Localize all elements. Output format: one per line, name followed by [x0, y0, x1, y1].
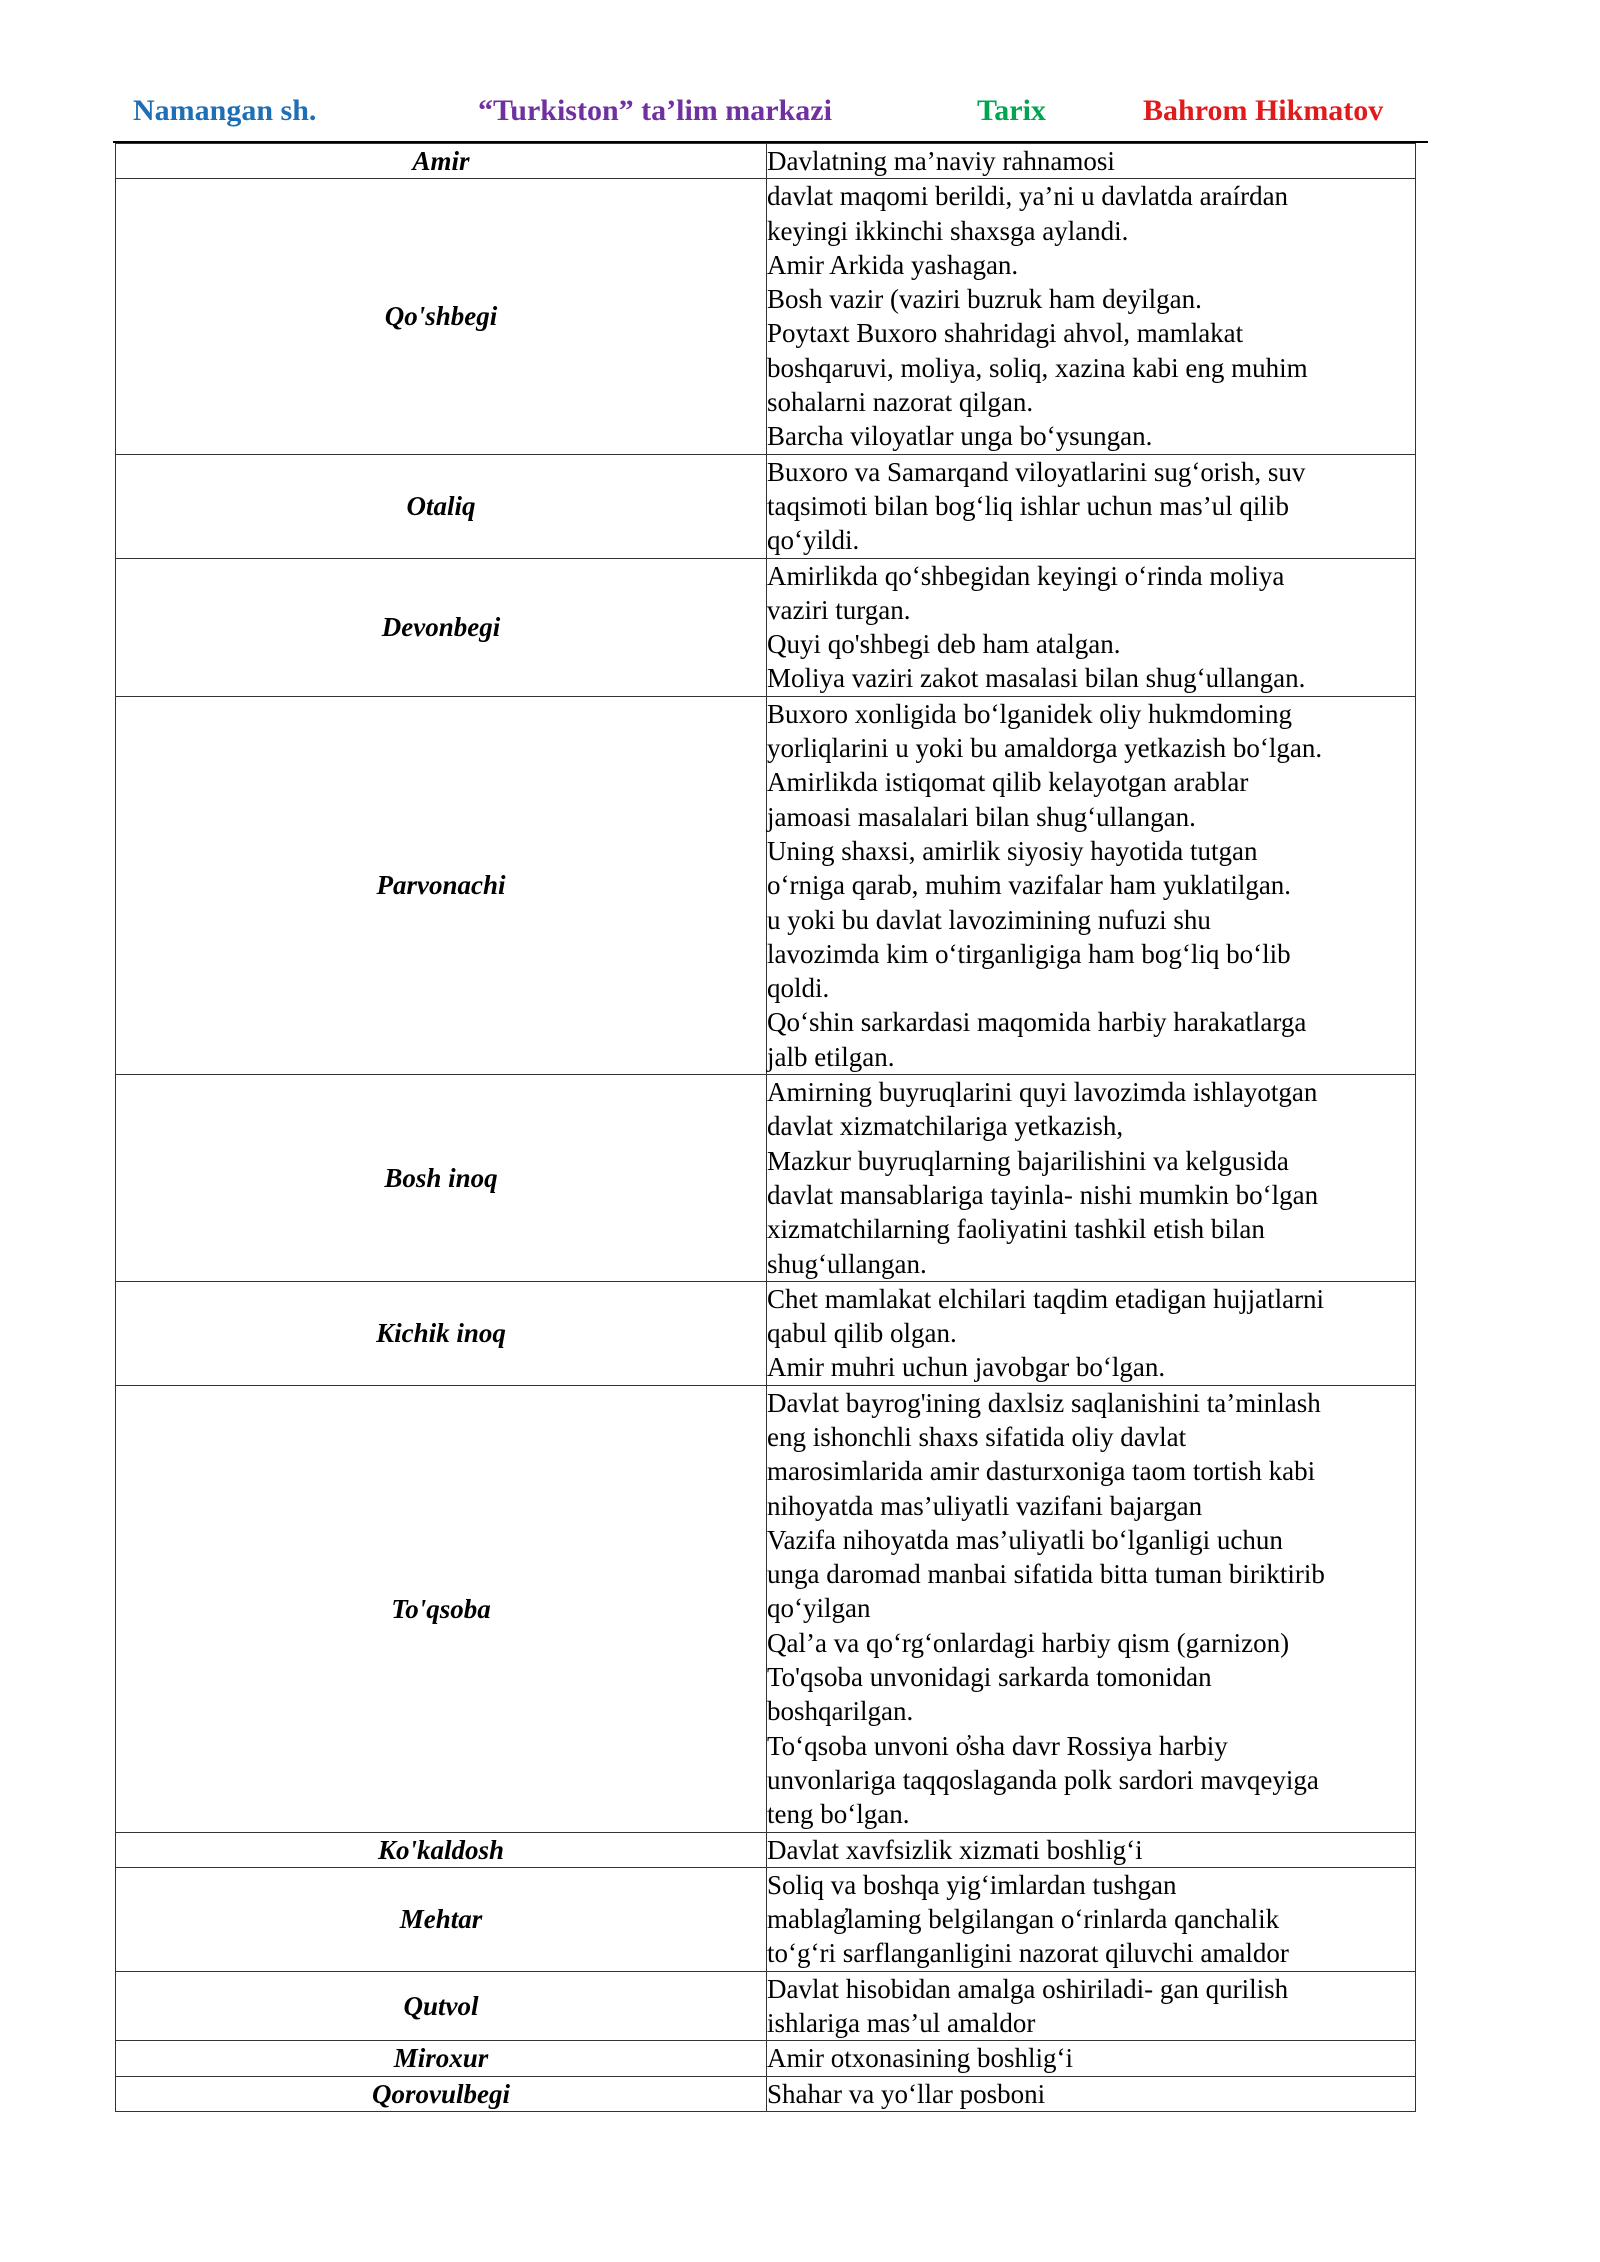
term-cell: Mehtar — [116, 1867, 767, 1971]
description-line: o‘rniga qarab, muhim vazifalar ham yuklatilgan. — [767, 870, 1292, 901]
table-row — [116, 454, 1416, 558]
header-city: Namangan sh. — [133, 94, 317, 127]
description-line: Bosh vazir (vaziri buzruk ham deyilgan. — [767, 284, 1202, 315]
description-line: to‘g‘ri sarflanganligini nazorat qiluvchi amaldor — [767, 1938, 1289, 1969]
description-line: Buxoro va Samarqand viloyatlarini sug‘orish, suv — [767, 456, 1306, 487]
table-row — [116, 2041, 1416, 2076]
terms-table-body — [116, 144, 1416, 2112]
description-line: u yoki bu davlat lavozimining nufuzi shu — [767, 904, 1211, 935]
description-cell — [767, 1281, 1416, 1385]
description-line: Amirlikda qo‘shbegidan keyingi o‘rinda moliya — [767, 560, 1285, 591]
description-line: Qo‘shin sarkardasi maqomida harbiy harakatlarga — [767, 1007, 1307, 1038]
terms-table — [115, 143, 1416, 2112]
description-line: shug‘ullangan. — [767, 1248, 927, 1279]
table-row — [116, 1075, 1416, 1282]
description-line: Qal’a va qo‘rg‘onlardagi harbiy qism (garnizon) — [767, 1627, 1290, 1658]
header-author: Bahrom Hikmatov — [1143, 94, 1384, 127]
table-row — [116, 558, 1416, 696]
table-row — [116, 2076, 1416, 2111]
term-cell: Kichik inoq — [116, 1281, 767, 1385]
description-line: jamoasi masalalari bilan shug‘ullangan. — [767, 801, 1196, 832]
description-cell — [767, 2076, 1416, 2111]
description-cell — [767, 2041, 1416, 2076]
description-cell — [767, 696, 1416, 1074]
term-cell: Qutvol — [116, 1971, 767, 2041]
description-line: Buxoro xonligida bo‘lganidek oliy hukmdoming — [767, 698, 1292, 729]
description-line: Amir muhri uchun javobgar bo‘lgan. — [767, 1352, 1166, 1383]
description-line: boshqarilgan. — [767, 1696, 914, 1727]
description-line: mablag҆laming belgilangan o‘rinlarda qanchalik — [767, 1904, 1280, 1935]
description-line: Barcha viloyatlar unga bo‘ysungan. — [767, 421, 1153, 452]
description-line: Amirning buyruqlarini quyi lavozimda ishlayotgan — [767, 1077, 1318, 1108]
description-cell — [767, 1832, 1416, 1867]
table-row — [116, 696, 1416, 1074]
description-line: Davlatning ma’naviy rahnamosi — [767, 146, 1115, 176]
table-row — [116, 1867, 1416, 1971]
description-line: Amir otxonasining boshlig‘i — [767, 2043, 1073, 2074]
header-subject: Tarix — [977, 94, 1046, 127]
term-cell: Qorovulbegi — [116, 2076, 767, 2111]
description-line: Uning shaxsi, amirlik siyosiy hayotida tutgan — [767, 835, 1258, 866]
description-line: yorliqlarini u yoki bu amaldorga yetkazish bo‘lgan. — [767, 733, 1323, 764]
description-line: Amir Arkida yashagan. — [767, 249, 1019, 280]
description-cell — [767, 454, 1416, 558]
term-cell: Parvonachi — [116, 696, 767, 1074]
description-line: vaziri turgan. — [767, 594, 911, 625]
description-line: Soliq va boshqa yig‘imlardan tushgan — [767, 1869, 1177, 1900]
description-line: taqsimoti bilan bog‘liq ishlar uchun mas’ul qilib — [767, 490, 1289, 521]
description-line: Moliya vaziri zakot masalasi bilan shug‘ullangan. — [767, 663, 1306, 694]
description-line: teng bo‘lgan. — [767, 1799, 910, 1830]
table-row — [116, 144, 1416, 179]
term-cell: To'qsoba — [116, 1385, 767, 1832]
term-cell: Qo'shbegi — [116, 179, 767, 454]
description-line: ishlariga mas’ul amaldor — [767, 2008, 1036, 2039]
description-line: Davlat hisobidan amalga oshiriladi- gan qurilish — [767, 1973, 1289, 2004]
description-line: boshqaruvi, moliya, soliq, xazina kabi eng muhim — [767, 352, 1308, 383]
description-line: davlat maqomi berildi, ya’ni u davlatda araírdan — [767, 181, 1289, 212]
description-line: Davlat bayrog'ining daxlsiz saqlanishini ta’minlash — [767, 1387, 1321, 1418]
description-line: jalb etilgan. — [767, 1041, 895, 1072]
description-line: unga daromad manbai sifatida bitta tuman biriktirib — [767, 1559, 1325, 1590]
description-line: Shahar va yo‘llar posboni — [767, 2078, 1046, 2109]
description-line: davlat xizmatchilariga yetkazish, — [767, 1111, 1124, 1142]
term-cell: Miroxur — [116, 2041, 767, 2076]
description-line: To‘qsoba unvoni o҆sha davr Rossiya harbiy — [767, 1730, 1228, 1761]
description-line: qoldi. — [767, 973, 830, 1004]
description-cell — [767, 1075, 1416, 1282]
term-cell: Amir — [116, 144, 767, 179]
description-line: davlat mansablariga tayinla- nishi mumkin bo‘lgan — [767, 1179, 1319, 1210]
term-cell: Devonbegi — [116, 558, 767, 696]
term-cell: Otaliq — [116, 454, 767, 558]
term-cell: Ko'kaldosh — [116, 1832, 767, 1867]
description-cell — [767, 1971, 1416, 2041]
description-line: qo‘yilgan — [767, 1593, 871, 1624]
description-line: Poytaxt Buxoro shahridagi ahvol, mamlakat — [767, 318, 1244, 349]
description-line: qabul qilib olgan. — [767, 1318, 957, 1349]
description-cell — [767, 1385, 1416, 1832]
description-cell — [767, 144, 1416, 179]
description-line: Mazkur buyruqlarning bajarilishini va kelgusida — [767, 1145, 1289, 1176]
description-line: To'qsoba unvonidagi sarkarda tomonidan — [767, 1662, 1212, 1693]
table-row — [116, 1832, 1416, 1867]
description-line: Quyi qo'shbegi deb ham atalgan. — [767, 629, 1121, 660]
table-row — [116, 1385, 1416, 1832]
description-line: eng ishonchli shaxs sifatida oliy davlat — [767, 1421, 1187, 1452]
description-line: Vazifa nihoyatda mas’uliyatli bo‘lganligi uchun — [767, 1524, 1283, 1555]
description-line: Amirlikda istiqomat qilib kelayotgan arablar — [767, 767, 1249, 798]
description-line: xizmatchilarning faoliyatini tashkil etish bilan — [767, 1214, 1265, 1245]
description-line: Chet mamlakat elchilari taqdim etadigan hujjatlarni — [767, 1283, 1325, 1314]
table-row — [116, 179, 1416, 454]
table-row — [116, 1971, 1416, 2041]
description-line: nihoyatda mas’uliyatli vazifani bajargan — [767, 1490, 1203, 1521]
description-line: marosimlarida amir dasturxoniga taom tortish kabi — [767, 1456, 1316, 1487]
description-line: qo‘yildi. — [767, 525, 860, 556]
description-cell — [767, 179, 1416, 454]
term-cell: Bosh inoq — [116, 1075, 767, 1282]
description-line: unvonlariga taqqoslaganda polk sardori mavqeyiga — [767, 1764, 1319, 1795]
description-cell — [767, 558, 1416, 696]
description-line: lavozimda kim o‘tirganligiga ham bog‘liq bo‘lib — [767, 938, 1291, 969]
header-center: “Turkiston” ta’lim markazi — [478, 94, 832, 127]
page-header — [0, 94, 1600, 138]
description-line: Davlat xavfsizlik xizmati boshlig‘i — [767, 1834, 1143, 1865]
description-line: keyingi ikkinchi shaxsga aylandi. — [767, 215, 1129, 246]
description-line: sohalarni nazorat qilgan. — [767, 387, 1034, 418]
table-row — [116, 1281, 1416, 1385]
description-cell — [767, 1867, 1416, 1971]
